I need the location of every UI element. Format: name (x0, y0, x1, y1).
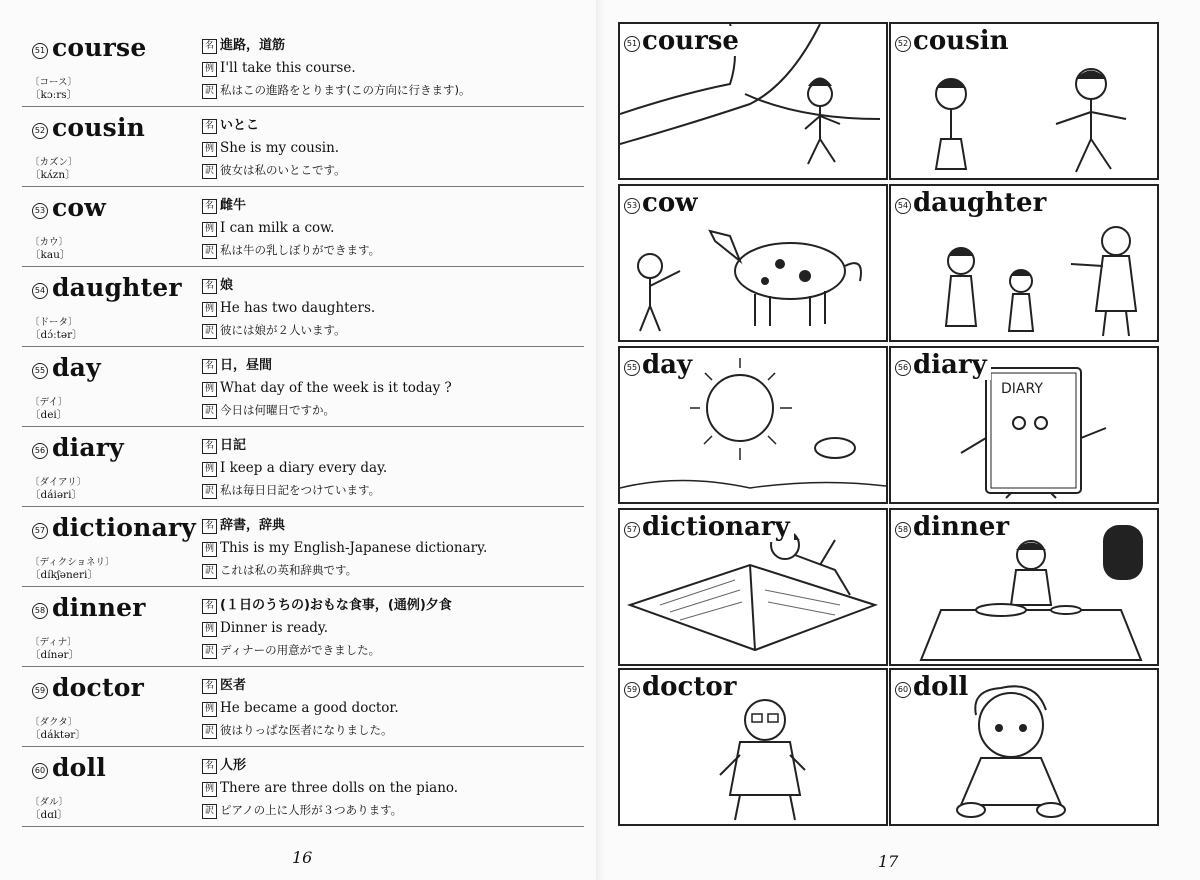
panel-word: cow (642, 188, 702, 218)
example-line (202, 780, 458, 797)
entry-number: 56 (32, 443, 48, 459)
katakana-reading: 〔カウ〕 (30, 237, 69, 248)
pronunciation: 〔dɔ́ːtər〕 (30, 329, 83, 341)
example-line (202, 460, 387, 477)
headword: day (52, 353, 101, 382)
illustration-panel (889, 668, 1159, 826)
example-sentence: I keep a diary every day. (220, 460, 388, 476)
example-sentence: Dinner is ready. (220, 620, 329, 636)
translation: これは私の英和辞典です。 (220, 563, 358, 577)
example-sentence: I can milk a cow. (220, 220, 335, 236)
entry-row (22, 186, 584, 267)
translation: 彼女は私のいとこです。 (220, 163, 346, 177)
meaning: 雌牛 (220, 198, 247, 213)
pronunciation: 〔dɑl〕 (30, 809, 68, 821)
entry-row (22, 666, 584, 747)
pos-tag: 名 (202, 759, 217, 774)
meaning-line (202, 114, 259, 134)
example-line (202, 220, 334, 237)
translation-tag: 訳 (202, 564, 217, 579)
example-tag: 例 (202, 702, 217, 717)
pronunciation: 〔dei〕 (30, 409, 68, 421)
translation: ピアノの上に人形が３つあります。 (220, 803, 403, 817)
translation: 私は毎日日記をつけています。 (220, 483, 381, 497)
translation-tag: 訳 (202, 324, 217, 339)
translation-line (202, 242, 380, 259)
example-line (202, 60, 356, 77)
entry-row (22, 586, 584, 667)
panel-number: 56 (895, 360, 911, 376)
katakana-reading: 〔ディナ〕 (30, 637, 77, 648)
entry-number: 59 (32, 683, 48, 699)
headword: cousin (52, 113, 146, 142)
example-sentence: He became a good doctor. (220, 700, 399, 716)
translation-tag: 訳 (202, 244, 217, 259)
illustration-panel (618, 508, 888, 666)
panel-word: diary (913, 350, 991, 380)
meaning: 医者 (220, 678, 247, 693)
panel-number: 53 (624, 198, 640, 214)
pos-tag: 名 (202, 599, 217, 614)
katakana-reading: 〔ダクタ〕 (30, 717, 78, 728)
illustration-panel (889, 22, 1159, 180)
pronunciation: 〔díkʃəneri〕 (30, 569, 98, 581)
example-line (202, 700, 399, 717)
entry-row (22, 266, 584, 347)
page-number-right: 17 (878, 852, 899, 871)
translation-line (202, 802, 402, 819)
pos-tag: 名 (202, 679, 217, 694)
meaning-line (202, 34, 285, 54)
example-sentence: I'll take this course. (220, 60, 356, 76)
panel-word: doll (913, 672, 972, 702)
meaning: いとこ (220, 118, 260, 133)
meaning-line (202, 274, 233, 294)
katakana-reading: 〔デイ〕 (30, 397, 68, 408)
entry-row (22, 506, 584, 587)
example-tag: 例 (202, 62, 217, 77)
example-line (202, 300, 375, 317)
entry-number: 55 (32, 363, 48, 379)
meaning: 人形 (220, 758, 247, 773)
panel-number: 51 (624, 36, 640, 52)
translation-line (202, 562, 357, 579)
example-sentence: She is my cousin. (220, 140, 340, 156)
panel-word: day (642, 350, 696, 380)
illustration-panel (618, 184, 888, 342)
pronunciation: 〔dáktər〕 (30, 729, 86, 741)
entry-number: 51 (32, 43, 48, 59)
pos-tag: 名 (202, 39, 217, 54)
katakana-reading: 〔コース〕 (30, 77, 78, 88)
entry-row (22, 746, 584, 827)
translation: 彼には娘が２人います。 (220, 323, 346, 337)
panel-number: 57 (624, 522, 640, 538)
panel-word: dictionary (642, 512, 794, 542)
meaning-line (202, 514, 285, 534)
translation-tag: 訳 (202, 644, 217, 659)
example-sentence: He has two daughters. (220, 300, 376, 316)
headword: doll (52, 753, 106, 782)
translation-line (202, 322, 346, 339)
translation: 私は牛の乳しぼりができます。 (220, 243, 381, 257)
panel-word: dinner (913, 512, 1013, 542)
translation-line (202, 482, 380, 499)
translation-line (202, 82, 470, 99)
translation: ディナーの用意ができました。 (220, 643, 381, 657)
entry-number: 54 (32, 283, 48, 299)
meaning-line (202, 754, 246, 774)
pos-tag: 名 (202, 439, 217, 454)
katakana-reading: 〔ディクショネリ〕 (30, 557, 115, 568)
example-tag: 例 (202, 542, 217, 557)
translation: 今日は何曜日ですか。 (220, 403, 335, 417)
entry-number: 58 (32, 603, 48, 619)
panel-word: course (642, 26, 743, 56)
pos-tag: 名 (202, 199, 217, 214)
headword: doctor (52, 673, 144, 702)
example-tag: 例 (202, 462, 217, 477)
entry-number: 60 (32, 763, 48, 779)
meaning-line (202, 594, 452, 614)
translation-tag: 訳 (202, 724, 217, 739)
katakana-reading: 〔カズン〕 (30, 157, 78, 168)
meaning-line (202, 434, 246, 454)
translation-tag: 訳 (202, 84, 217, 99)
panel-number: 55 (624, 360, 640, 376)
example-line (202, 140, 339, 157)
meaning: (１日のうちの)おもな食事，(通例)夕食 (220, 598, 452, 613)
pronunciation: 〔dáiəri〕 (30, 489, 82, 501)
example-tag: 例 (202, 222, 217, 237)
diary-label: DIARY (1001, 381, 1043, 397)
example-sentence: There are three dolls on the piano. (220, 780, 459, 796)
illustration-panel (618, 668, 888, 826)
illustration-panel (618, 22, 888, 180)
example-tag: 例 (202, 142, 217, 157)
meaning: 進路，道筋 (220, 38, 286, 53)
example-line (202, 620, 328, 637)
pos-tag: 名 (202, 359, 217, 374)
example-tag: 例 (202, 622, 217, 637)
pos-tag: 名 (202, 119, 217, 134)
entry-number: 53 (32, 203, 48, 219)
illustration-panel (889, 346, 1159, 504)
entry-row (22, 426, 584, 507)
pos-tag: 名 (202, 279, 217, 294)
example-line (202, 380, 452, 397)
example-line (202, 540, 487, 557)
meaning-line (202, 674, 246, 694)
pronunciation: 〔kʌ́zn〕 (30, 169, 76, 181)
example-tag: 例 (202, 782, 217, 797)
panel-word: doctor (642, 672, 740, 702)
panel-number: 54 (895, 198, 911, 214)
example-tag: 例 (202, 302, 217, 317)
page-number-left: 16 (292, 848, 313, 867)
right-page (600, 0, 1200, 880)
illustration-panel (618, 346, 888, 504)
entry-row (22, 346, 584, 427)
entry-row (22, 26, 584, 107)
panel-number: 59 (624, 682, 640, 698)
translation-tag: 訳 (202, 804, 217, 819)
headword: dinner (52, 593, 146, 622)
panel-number: 52 (895, 36, 911, 52)
headword: cow (52, 193, 107, 222)
meaning: 日記 (220, 438, 247, 453)
headword: dictionary (52, 513, 196, 542)
entry-number: 52 (32, 123, 48, 139)
translation-tag: 訳 (202, 484, 217, 499)
katakana-reading: 〔ドータ〕 (30, 317, 78, 328)
translation-tag: 訳 (202, 404, 217, 419)
translation-tag: 訳 (202, 164, 217, 179)
translation: 私はこの進路をとります(この方向に行きます)。 (220, 83, 471, 97)
entry-row (22, 106, 584, 187)
headword: course (52, 33, 147, 62)
meaning-line (202, 194, 246, 214)
headword: diary (52, 433, 124, 462)
pronunciation: 〔kɔːrs〕 (30, 89, 78, 101)
translation-line (202, 162, 346, 179)
illustration-panel (889, 508, 1159, 666)
translation: 彼はりっぱな医者になりました。 (220, 723, 393, 737)
panel-number: 60 (895, 682, 911, 698)
illustration-panel (889, 184, 1159, 342)
example-tag: 例 (202, 382, 217, 397)
meaning: 娘 (220, 278, 234, 293)
pronunciation: 〔dínər〕 (30, 649, 80, 661)
pronunciation: 〔kau〕 (30, 249, 71, 261)
example-sentence: This is my English-Japanese dictionary. (220, 540, 488, 556)
translation-line (202, 642, 380, 659)
headword: daughter (52, 273, 182, 302)
meaning: 日，昼間 (220, 358, 273, 373)
katakana-reading: 〔ダイアリ〕 (30, 477, 87, 488)
panel-number: 58 (895, 522, 911, 538)
translation-line (202, 402, 335, 419)
entry-number: 57 (32, 523, 48, 539)
example-sentence: What day of the week is it today ? (220, 380, 452, 396)
panel-word: daughter (913, 188, 1050, 218)
pos-tag: 名 (202, 519, 217, 534)
meaning: 辞書，辞典 (220, 518, 286, 533)
katakana-reading: 〔ダル〕 (30, 797, 69, 808)
panel-word: cousin (913, 26, 1013, 56)
meaning-line (202, 354, 272, 374)
translation-line (202, 722, 393, 739)
